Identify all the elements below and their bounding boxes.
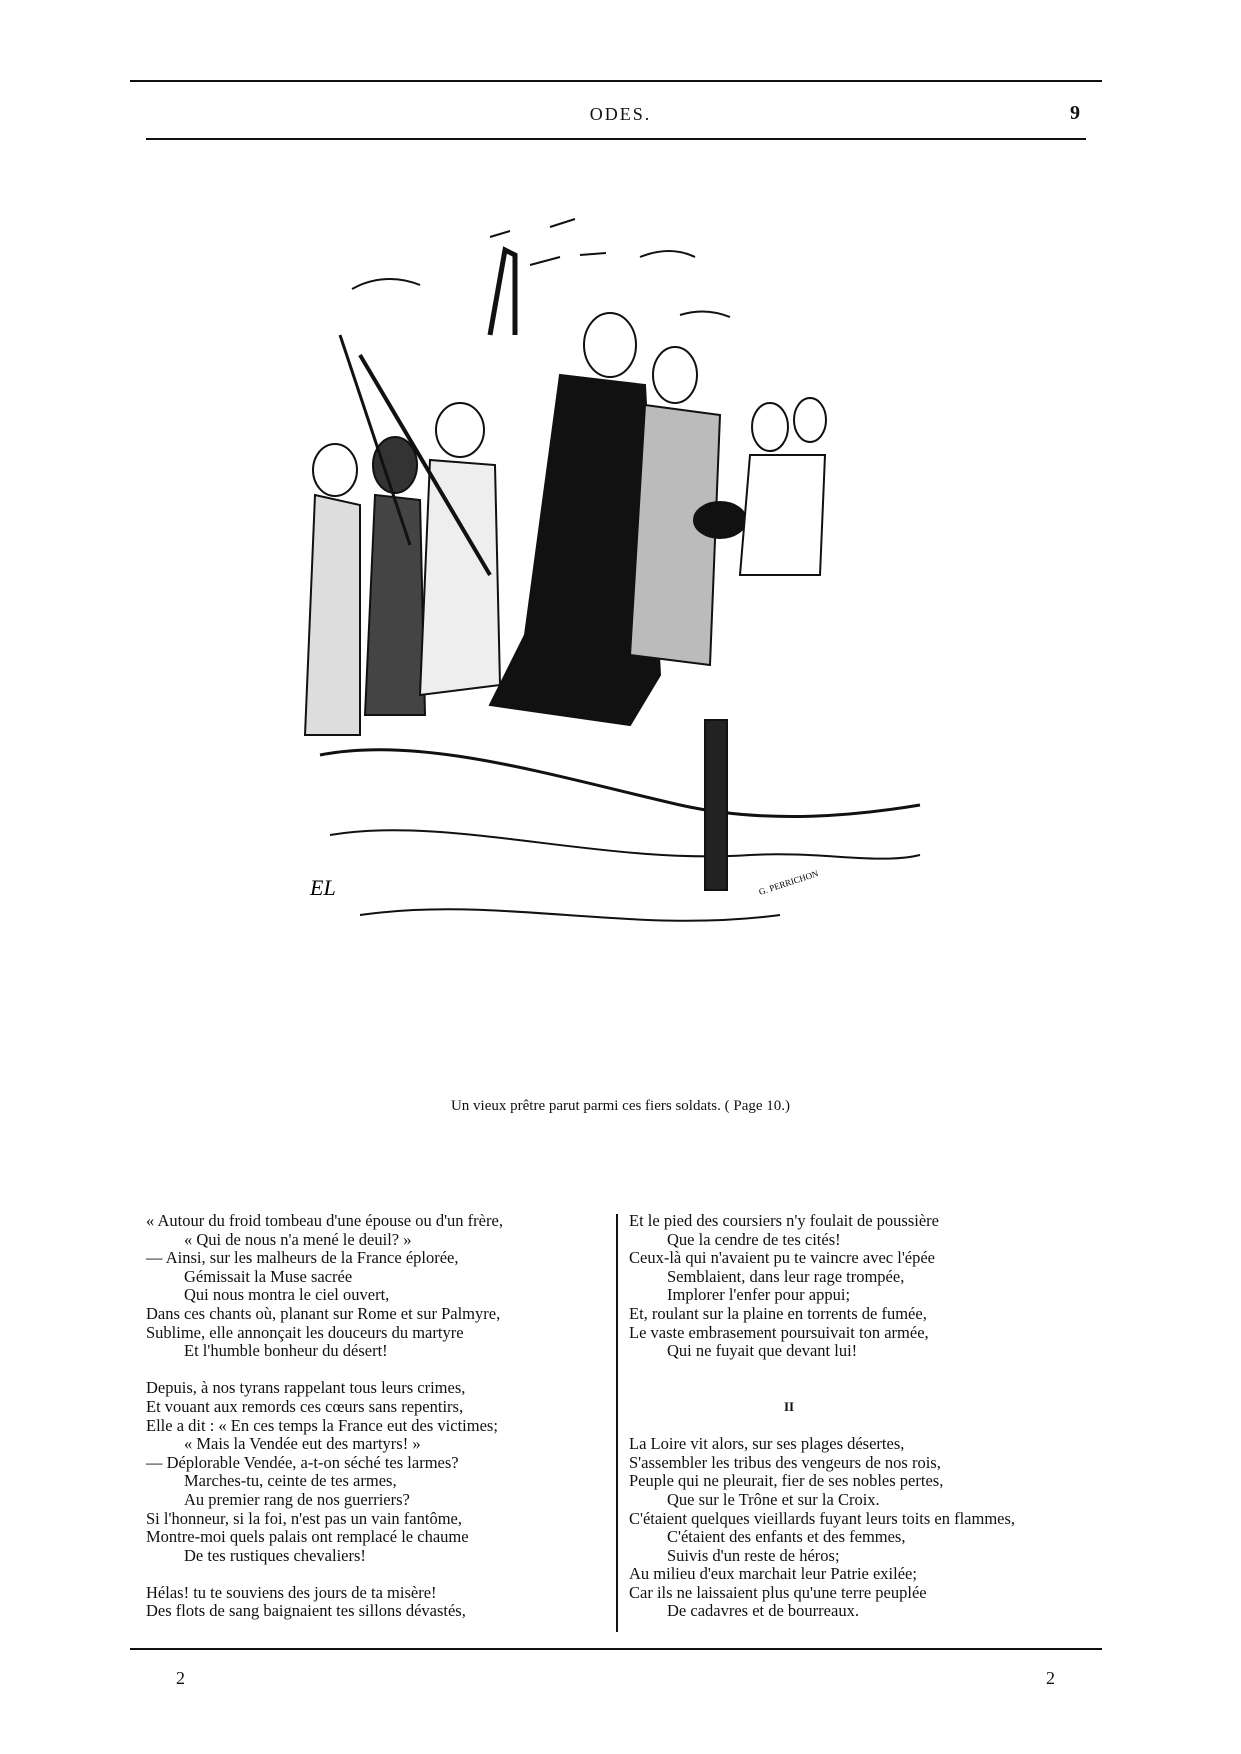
poem-line: Et vouant aux remords ces cœurs sans repentirs, bbox=[146, 1396, 464, 1416]
artist-signature-left: EL bbox=[310, 875, 336, 900]
stanza-gap bbox=[629, 1417, 1099, 1436]
poem-line: Et, roulant sur la plaine en torrents de fumée, bbox=[629, 1303, 927, 1323]
poem-line: C'étaient des enfants et des femmes, bbox=[667, 1527, 906, 1547]
poem-line: Et le pied des coursiers n'y foulait de poussière bbox=[629, 1211, 939, 1230]
poem-line: Peuple qui ne pleurait, fier de ses nobles pertes, bbox=[629, 1471, 944, 1491]
poem-line: Implorer l'enfer pour appui; bbox=[667, 1285, 851, 1305]
poem-column-right bbox=[629, 1212, 1099, 1621]
poem-line: Semblaient, dans leur rage trompée, bbox=[667, 1266, 905, 1286]
poem-line: Le vaste embrasement poursuivait ton armée, bbox=[629, 1322, 929, 1342]
poem-line: Suivis d'un reste de héros; bbox=[667, 1545, 840, 1565]
poem-line: Que sur le Trône et sur la Croix. bbox=[667, 1489, 880, 1509]
poem-line: Des flots de sang baignaient tes sillons dévastés, bbox=[146, 1601, 466, 1621]
stanza-gap bbox=[146, 1565, 591, 1584]
artist-signature-right: G. PERRICHON bbox=[757, 868, 820, 897]
poem-line: « Mais la Vendée eut des martyrs! » bbox=[184, 1434, 421, 1454]
poem-line: Sublime, elle annonçait les douceurs du martyre bbox=[146, 1322, 464, 1342]
poem-line: De cadavres et de bourreaux. bbox=[667, 1601, 859, 1621]
poem-line: Ceux-là qui n'avaient pu te vaincre avec l'épée bbox=[629, 1248, 936, 1268]
signature-mark-left: 2 bbox=[176, 1668, 185, 1688]
stanza-gap bbox=[629, 1379, 1099, 1398]
poem-line: La Loire vit alors, sur ses plages désertes, bbox=[629, 1434, 905, 1454]
poem-column-left bbox=[146, 1212, 591, 1621]
poem-line: Depuis, à nos tyrans rappelant tous leurs crimes, bbox=[146, 1378, 466, 1398]
poem-line: Montre-moi quels palais ont remplacé le chaume bbox=[146, 1527, 469, 1547]
poem-line: Au premier rang de nos guerriers? bbox=[184, 1489, 410, 1509]
poem-line: Si l'honneur, si la foi, n'est pas un vain fantôme, bbox=[146, 1508, 462, 1528]
poem-line: Qui ne fuyait que devant lui! bbox=[667, 1341, 858, 1361]
poem-line: « Autour du froid tombeau d'une épouse ou d'un frère, bbox=[146, 1211, 503, 1230]
poem-line: — Déplorable Vendée, a-t-on séché tes larmes? bbox=[146, 1452, 459, 1472]
poem-line: C'étaient quelques vieillards fuyant leurs toits en flammes, bbox=[629, 1508, 1016, 1528]
running-header: ODES. bbox=[589, 104, 652, 124]
header-rule bbox=[146, 138, 1086, 140]
signature-mark-right: 2 bbox=[1046, 1668, 1055, 1688]
poem-line: Qui nous montra le ciel ouvert, bbox=[184, 1285, 390, 1305]
bottom-rule bbox=[130, 1648, 1102, 1650]
engraving-illustration bbox=[300, 215, 940, 1015]
stanza-gap bbox=[629, 1361, 1099, 1380]
top-rule bbox=[130, 80, 1102, 82]
illustration-caption: Un vieux prêtre parut parmi ces fiers soldats. ( Page 10.) bbox=[450, 1098, 791, 1114]
poem-line: Et l'humble bonheur du désert! bbox=[184, 1341, 388, 1361]
page-number: 9 bbox=[1070, 102, 1080, 124]
poem-line: Que la cendre de tes cités! bbox=[667, 1229, 841, 1249]
poem-line: Car ils ne laissaient plus qu'une terre peuplée bbox=[629, 1582, 927, 1602]
section-number: II bbox=[783, 1398, 795, 1414]
poem-line: Elle a dit : « En ces temps la France eut des victimes; bbox=[146, 1415, 498, 1435]
poem-line: Marches-tu, ceinte de tes armes, bbox=[184, 1471, 397, 1491]
poem-line: — Ainsi, sur les malheurs de la France éplorée, bbox=[146, 1248, 459, 1268]
poem-line: Au milieu d'eux marchait leur Patrie exilée; bbox=[629, 1564, 917, 1584]
column-divider bbox=[616, 1214, 618, 1632]
poem-line: S'assembler les tribus des vengeurs de nos rois, bbox=[629, 1452, 941, 1472]
poem-line: Hélas! tu te souviens des jours de ta misère! bbox=[146, 1582, 437, 1602]
poem-line: Dans ces chants où, planant sur Rome et sur Palmyre, bbox=[146, 1303, 501, 1323]
poem-line: « Qui de nous n'a mené le deuil? » bbox=[184, 1229, 412, 1249]
engraving-priest-soldiers-icon bbox=[305, 219, 920, 921]
poem-line: De tes rustiques chevaliers! bbox=[184, 1545, 366, 1565]
poem-line: Gémissait la Muse sacrée bbox=[184, 1266, 353, 1286]
stanza-gap bbox=[146, 1361, 591, 1380]
